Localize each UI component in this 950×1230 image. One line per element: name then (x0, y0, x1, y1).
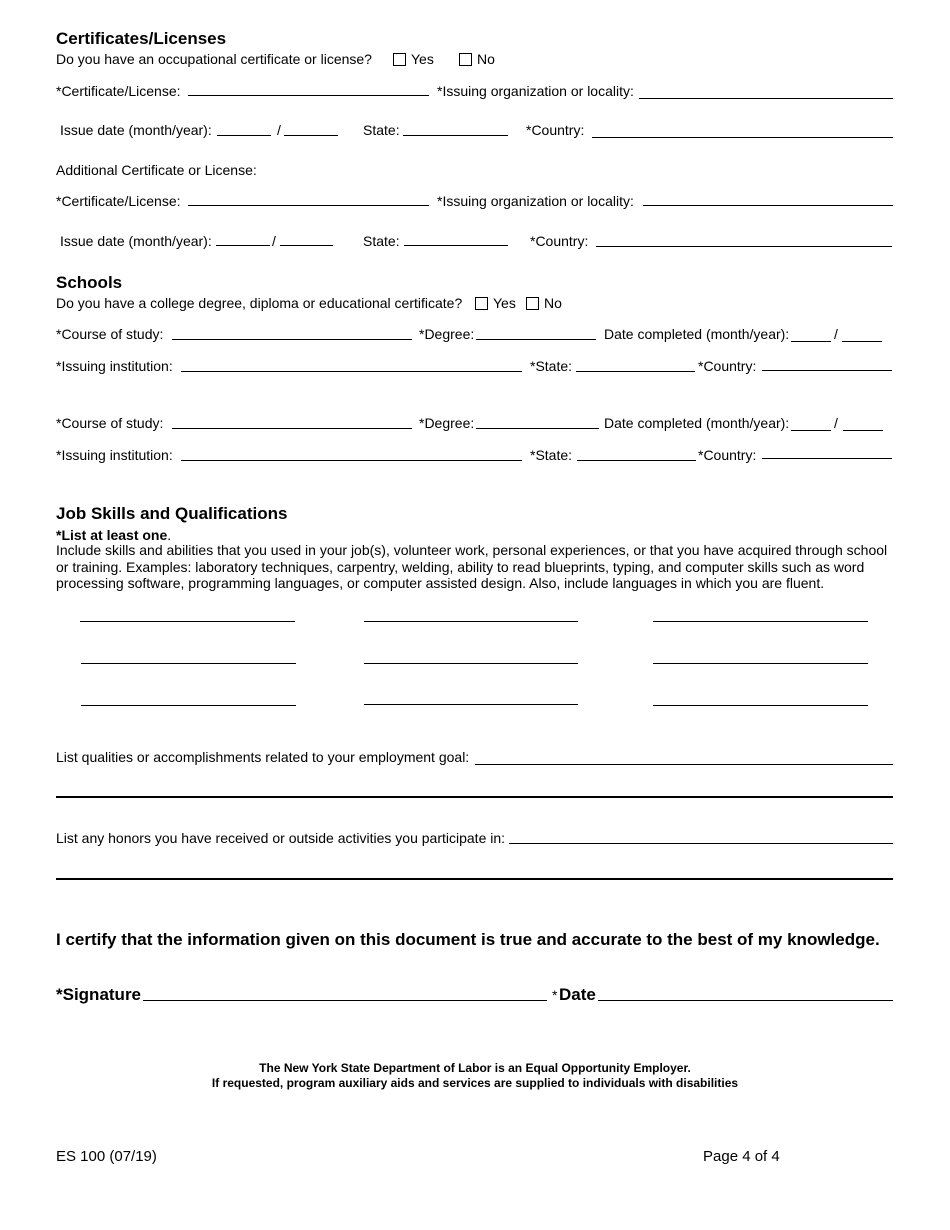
issuing-org-label-1: *Issuing organization or locality: (437, 83, 634, 99)
issue-date-slash-1: / (277, 122, 281, 138)
schools-question: Do you have a college degree, diploma or educational certificate? (56, 295, 463, 311)
course-field-1[interactable] (172, 339, 412, 340)
skills-list-note-period: . (167, 527, 172, 543)
certificate-question: Do you have an occupational certificate or license? (56, 51, 372, 67)
date-field[interactable] (598, 1000, 893, 1001)
skill-field-4[interactable] (81, 663, 296, 664)
certificate-label-1: *Certificate/License: (56, 83, 181, 99)
issue-date-label-2: Issue date (month/year): (60, 233, 212, 249)
school-country-label-2: *Country: (698, 447, 757, 463)
school-country-field-2[interactable] (762, 458, 892, 459)
certificate-field-2[interactable] (188, 205, 429, 206)
skills-heading: Job Skills and Qualifications (56, 504, 288, 523)
certificate-label-2: *Certificate/License: (56, 193, 181, 209)
institution-label-2: *Issuing institution: (56, 447, 173, 463)
date-completed-year-1[interactable] (842, 341, 882, 342)
skill-field-9[interactable] (653, 705, 868, 706)
school-country-label-1: *Country: (698, 358, 757, 374)
state-field-1[interactable] (403, 135, 508, 136)
institution-field-2[interactable] (181, 460, 522, 461)
date-completed-slash-1: / (834, 326, 838, 342)
skill-field-3[interactable] (653, 621, 868, 622)
degree-field-2[interactable] (476, 428, 599, 429)
school-state-label-2: *State: (530, 447, 573, 463)
skill-field-5[interactable] (364, 663, 578, 664)
page-number: Page 4 of 4 (703, 1148, 780, 1165)
issuing-org-field-2[interactable] (643, 205, 893, 206)
degree-label-2: *Degree: (419, 415, 475, 431)
skill-field-6[interactable] (653, 663, 868, 664)
country-field-2[interactable] (596, 246, 892, 247)
skill-field-7[interactable] (81, 705, 296, 706)
issue-month-field-1[interactable] (217, 135, 271, 136)
form-id: ES 100 (07/19) (56, 1148, 157, 1165)
skill-field-2[interactable] (364, 621, 578, 622)
qualities-field-line-2[interactable] (56, 796, 893, 798)
additional-certificate-label: Additional Certificate or License: (56, 162, 257, 178)
schools-no-label: No (544, 295, 562, 311)
certificate-field-1[interactable] (188, 95, 429, 96)
date-label: Date (559, 985, 596, 1004)
qualities-label: List qualities or accomplishments related to your employment goal: (56, 749, 470, 765)
skills-description: Include skills and abilities that you used in your job(s), volunteer work, personal experiences, or that you have acquired through school or training. Examples: laboratory techniques, carpentry, welding, ability to read blueprints, typing, and computer skills such as word processing software, programming languages, or computer assisted design. Also, include languages in which you are fluent. (56, 542, 888, 591)
honors-label: List any honors you have received or outside activities you participate in: (56, 830, 506, 846)
date-completed-year-2[interactable] (843, 430, 883, 431)
certificate-no-checkbox[interactable] (459, 53, 472, 66)
school-state-field-2[interactable] (577, 460, 696, 461)
school-state-label-1: *State: (530, 358, 573, 374)
qualities-field[interactable] (475, 764, 893, 765)
honors-field[interactable] (509, 843, 893, 844)
skill-field-1[interactable] (80, 621, 295, 622)
degree-label-1: *Degree: (419, 326, 475, 342)
issuing-org-label-2: *Issuing organization or locality: (437, 193, 634, 209)
date-completed-slash-2: / (834, 415, 838, 431)
skills-list-note (56, 527, 171, 543)
state-label-2: State: (363, 233, 400, 249)
skill-field-8[interactable] (364, 704, 578, 705)
skills-list-note-text: *List at least one (56, 527, 168, 543)
institution-field-1[interactable] (181, 371, 522, 372)
date-completed-month-1[interactable] (791, 341, 831, 342)
course-label-2: *Course of study: (56, 415, 164, 431)
country-field-1[interactable] (592, 137, 893, 138)
certificates-heading: Certificates/Licenses (56, 29, 227, 48)
certificate-yes-label: Yes (411, 51, 434, 67)
certificate-no-label: No (477, 51, 495, 67)
degree-field-1[interactable] (476, 339, 596, 340)
honors-field-line-2[interactable] (56, 878, 893, 880)
schools-heading: Schools (56, 273, 123, 292)
country-label-1: *Country: (526, 122, 585, 138)
schools-yes-checkbox[interactable] (475, 297, 488, 310)
date-completed-month-2[interactable] (791, 430, 831, 431)
issuing-org-field-1[interactable] (639, 98, 893, 99)
eeo-line-1: The New York State Department of Labor is an Equal Opportunity Employer. (259, 1061, 691, 1075)
signature-field[interactable] (143, 1000, 547, 1001)
signature-label: *Signature (56, 985, 142, 1004)
certify-statement: I certify that the information given on this document is true and accurate to the best of my knowledge. (56, 930, 880, 949)
course-field-2[interactable] (172, 428, 412, 429)
course-label-1: *Course of study: (56, 326, 164, 342)
certificate-yes-checkbox[interactable] (393, 53, 406, 66)
school-state-field-1[interactable] (576, 371, 695, 372)
date-completed-label-2: Date completed (month/year): (604, 415, 790, 431)
date-star: * (552, 987, 558, 1003)
country-label-2: *Country: (530, 233, 589, 249)
issue-date-label-1: Issue date (month/year): (60, 122, 212, 138)
date-completed-label-1: Date completed (month/year): (604, 326, 790, 342)
school-country-field-1[interactable] (762, 370, 892, 371)
issue-year-field-2[interactable] (280, 245, 333, 246)
state-label-1: State: (363, 122, 400, 138)
issue-date-slash-2: / (272, 233, 276, 249)
issue-year-field-1[interactable] (284, 135, 338, 136)
schools-no-checkbox[interactable] (526, 297, 539, 310)
eeo-line-2: If requested, program auxiliary aids and services are supplied to individuals with disabilities (211, 1076, 739, 1090)
issue-month-field-2[interactable] (216, 245, 270, 246)
institution-label-1: *Issuing institution: (56, 358, 173, 374)
state-field-2[interactable] (404, 245, 508, 246)
schools-yes-label: Yes (493, 295, 516, 311)
